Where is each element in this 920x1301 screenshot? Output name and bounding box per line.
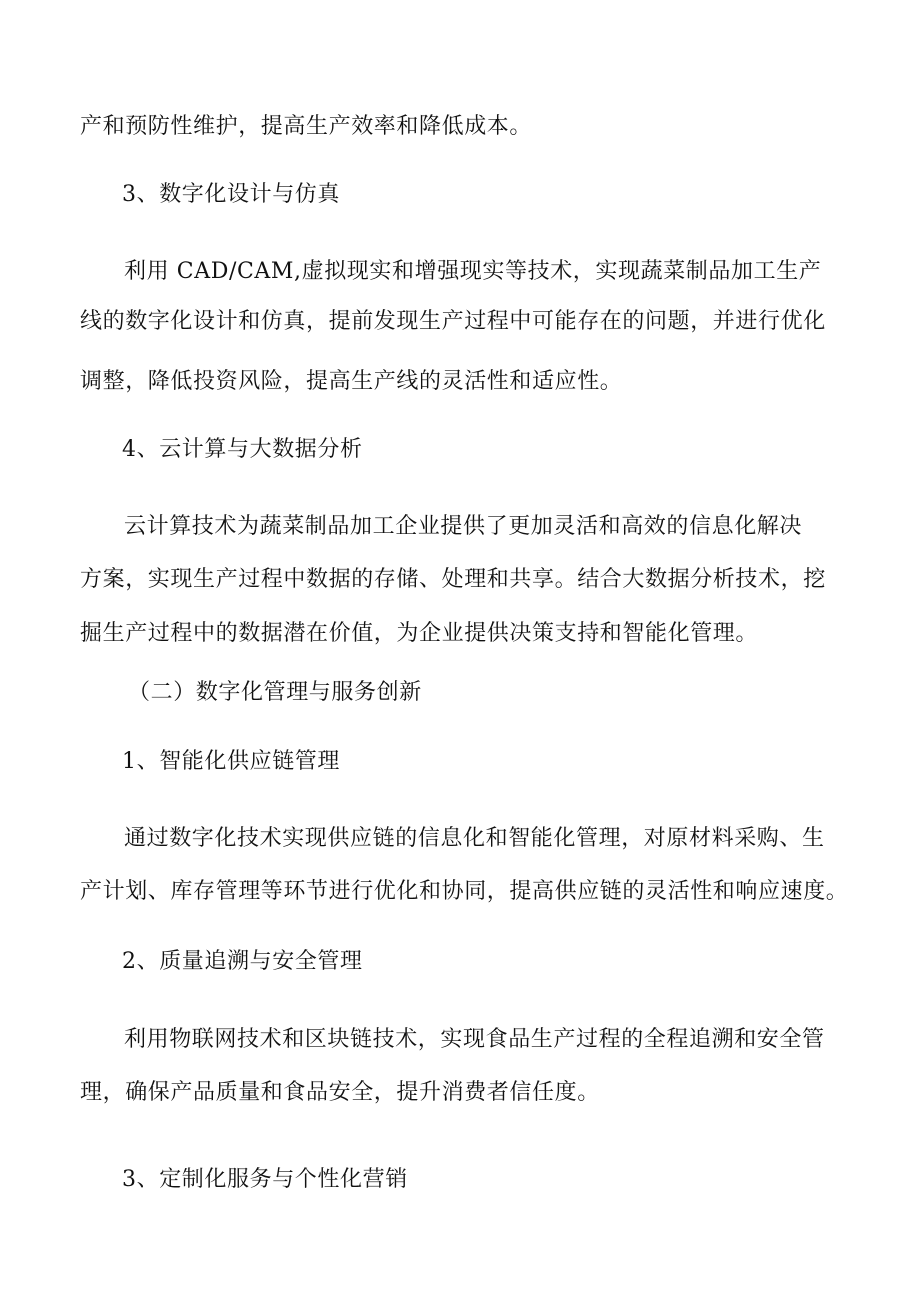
paragraph-line: 调整，降低投资风险，提高生产线的灵活性和适应性。 [80, 369, 623, 394]
paragraph-line: 产计划、库存管理等环节进行优化和协同，提高供应链的灵活性和响应速度。 [80, 879, 849, 904]
paragraph-line: 云计算技术为蔬菜制品加工企业提供了更加灵活和高效的信息化解决 [124, 514, 803, 539]
paragraph-line: 方案，实现生产过程中数据的存储、处理和共享。结合大数据分析技术，挖 [80, 567, 826, 592]
section-heading-cloud-bigdata: 4、云计算与大数据分析 [122, 437, 363, 462]
section-heading-quality-traceability: 2、质量追溯与安全管理 [122, 949, 363, 974]
paragraph-line: 掘生产过程中的数据潜在价值，为企业提供决策支持和智能化管理。 [80, 621, 759, 646]
paragraph-line: 利用 CAD/CAM,虚拟现实和增强现实等技术，实现蔬菜制品加工生产 [124, 259, 822, 284]
section-heading-custom-service: 3、定制化服务与个性化营销 [122, 1167, 408, 1192]
paragraph-line: 理，确保产品质量和食品安全，提升消费者信任度。 [80, 1080, 600, 1105]
paragraph-line: 线的数字化设计和仿真，提前发现生产过程中可能存在的问题，并进行优化 [80, 309, 826, 334]
section-heading-supply-chain: 1、智能化供应链管理 [122, 749, 340, 774]
paragraph-line: 利用物联网技术和区块链技术，实现食品生产过程的全程追溯和安全管 [124, 1027, 825, 1052]
paragraph-line: 通过数字化技术实现供应链的信息化和智能化管理，对原材料采购、生 [124, 826, 825, 851]
paragraph-line: 产和预防性维护，提高生产效率和降低成本。 [80, 114, 533, 139]
section-heading-digital-design: 3、数字化设计与仿真 [122, 182, 340, 207]
chapter-heading-digital-management: （二）数字化管理与服务创新 [128, 680, 422, 705]
